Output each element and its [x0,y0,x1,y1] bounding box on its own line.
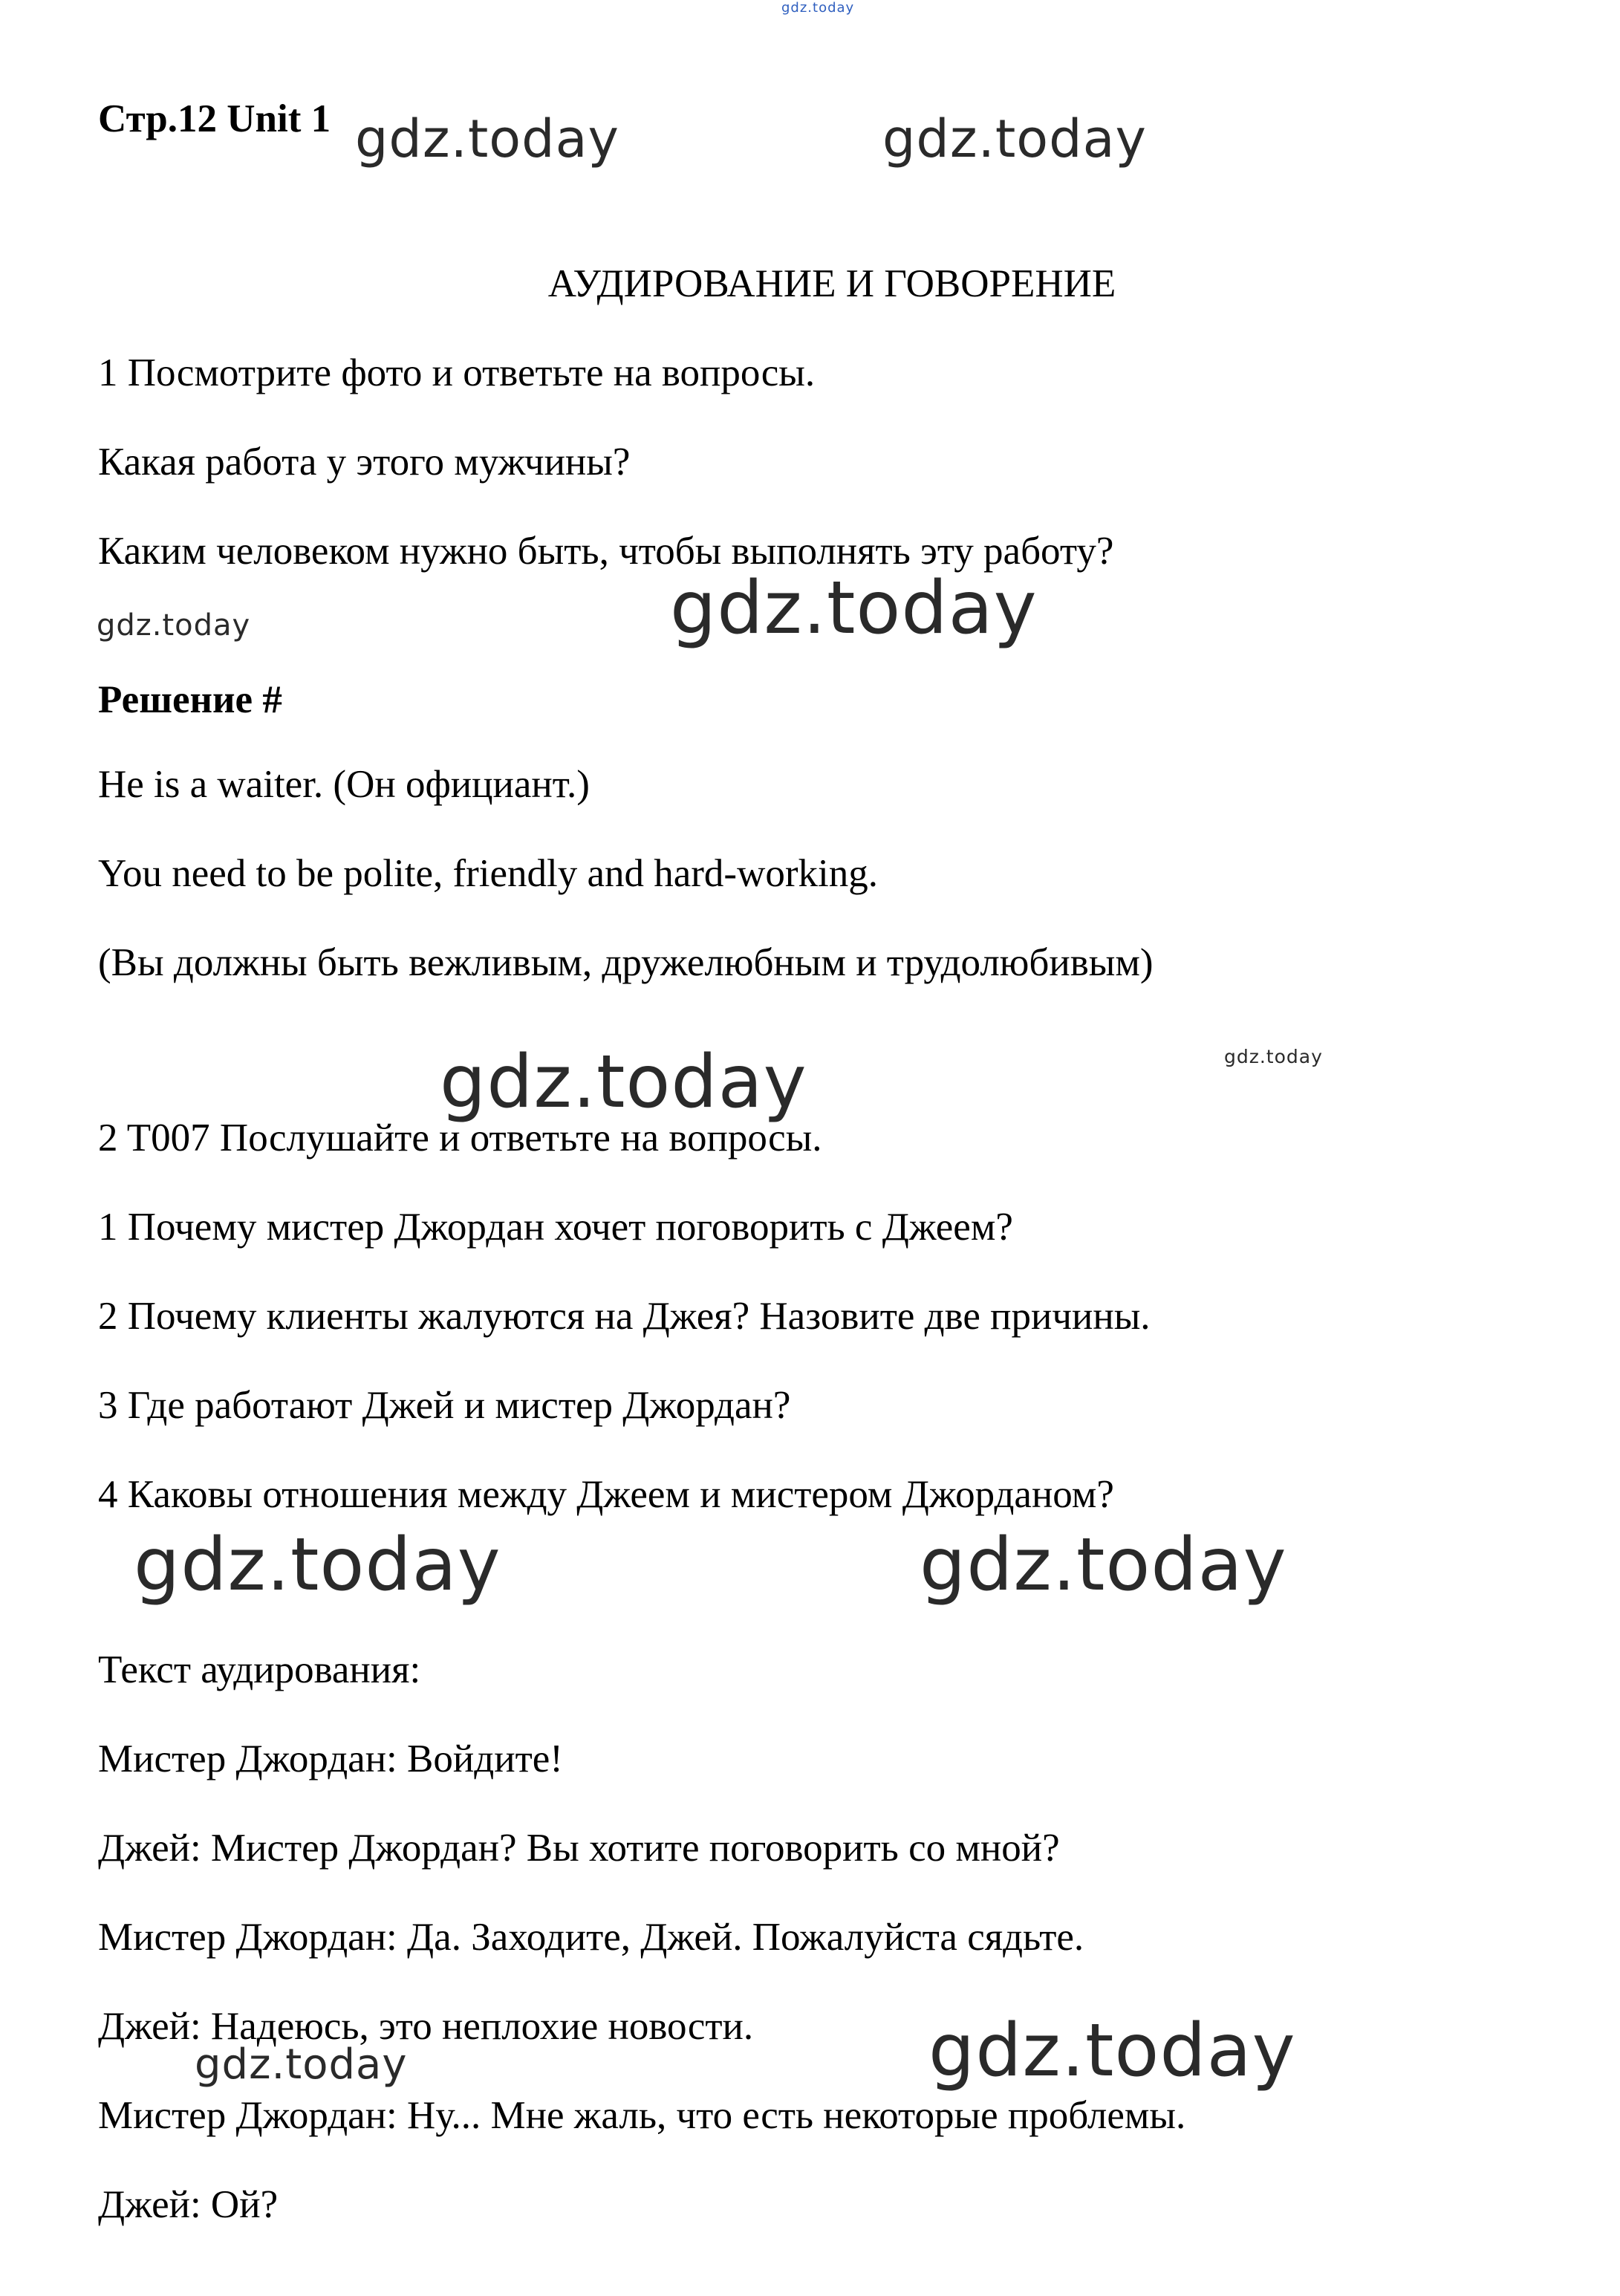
transcript-line: Джей: Ой? [98,2183,279,2226]
task2-instruction: 2 T007 Послушайте и ответьте на вопросы. [98,1116,822,1160]
task1-question: Каким человеком нужно быть, чтобы выполнять эту работу? [98,530,1114,573]
solution-line: He is a waiter. (Он официант.) [98,763,590,806]
transcript-line: Мистер Джордан: Да. Заходите, Джей. Пожалуйста сядьте. [98,1916,1084,1959]
watermark: gdz.today [928,2009,1296,2093]
transcript-line: Мистер Джордан: Ну... Мне жаль, что есть некоторые проблемы. [98,2094,1186,2137]
watermark: gdz.today [97,608,251,643]
task2-question: 3 Где работают Джей и мистер Джордан? [98,1384,791,1427]
solution-line: You need to be polite, friendly and hard-working. [98,852,878,895]
task1-instruction: 1 Посмотрите фото и ответьте на вопросы. [98,351,816,394]
section-heading: АУДИРОВАНИЕ И ГОВОРЕНИЕ [547,262,1116,305]
transcript-line: Джей: Надеюсь, это неплохие новости. [98,2005,754,2048]
watermark: gdz.today [670,566,1038,651]
watermark: gdz.today [355,108,619,169]
task2-question: 2 Почему клиенты жалуются на Джея? Назовите две причины. [98,1295,1151,1338]
watermark: gdz.today [195,2040,408,2089]
task2-question: 4 Каковы отношения между Джеем и мистером Джорданом? [98,1473,1114,1516]
task2-question: 1 Почему мистер Джордан хочет поговорить с Джеем? [98,1206,1013,1249]
watermark: gdz.today [1224,1046,1323,1067]
page-header: Стр.12 Unit 1 [98,97,331,140]
solution-label: Решение # [98,678,282,721]
watermark-top: gdz.today [781,0,855,16]
transcript-line: Джей: Мистер Джордан? Вы хотите поговорить со мной? [98,1827,1060,1870]
watermark: gdz.today [920,1523,1287,1607]
transcript-title: Текст аудирования: [98,1648,421,1691]
solution-line: (Вы должны быть вежливым, дружелюбным и трудолюбивым) [98,941,1154,984]
watermark: gdz.today [440,1040,807,1125]
watermark: gdz.today [882,108,1147,169]
transcript-line: Мистер Джордан: Войдите! [98,1737,563,1780]
watermark: gdz.today [134,1523,501,1607]
task1-question: Какая работа у этого мужчины? [98,440,631,484]
